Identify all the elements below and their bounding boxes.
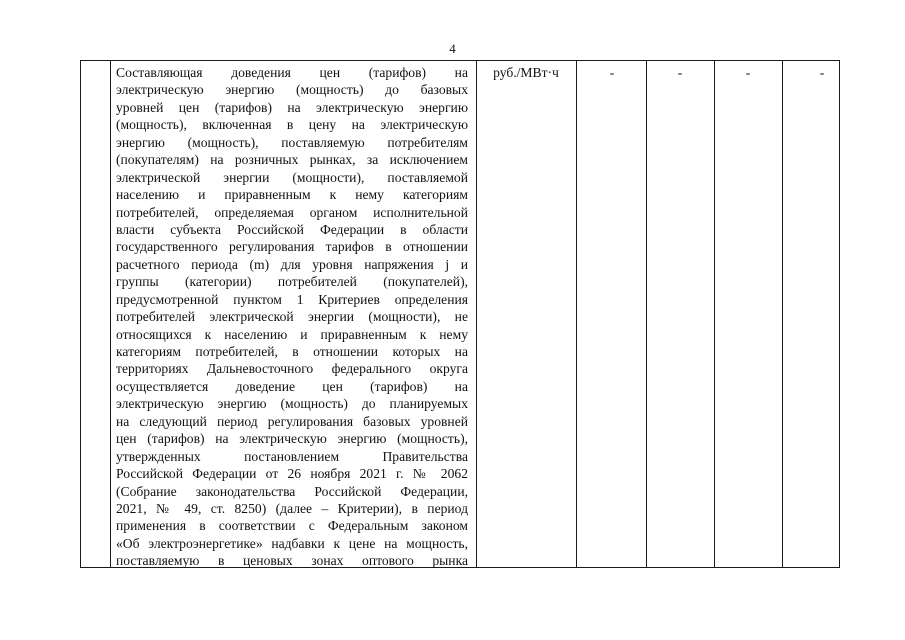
value-cell: - — [819, 65, 825, 80]
description-line: уровней цен (тарифов) на электрическую энергию — [116, 99, 468, 115]
table-col-line — [476, 60, 477, 568]
unit-cell: руб./МВт·ч — [493, 65, 559, 80]
description-line: потребителей электрической энергии (мощности), не — [116, 309, 468, 325]
description-line: предусмотренной пунктом 1 Критериев определения — [116, 291, 468, 307]
description-line: территориях Дальневосточного федерального округа — [116, 361, 468, 377]
table-col-line — [110, 60, 111, 568]
table-col-line — [782, 60, 783, 568]
value-cell: - — [677, 65, 683, 80]
description-line: категориям потребителей, в отношении которых на — [116, 344, 468, 359]
description-line: расчетного периода (m) для уровня напряжения j и — [116, 256, 468, 272]
description-line: на следующий период регулирования базовых уровней — [116, 413, 468, 429]
table-col-line — [839, 60, 840, 568]
table-col-line — [80, 60, 81, 568]
description-line: электрической энергии (мощности), поставляемой — [116, 169, 468, 185]
value-cell: - — [745, 65, 751, 80]
table-col-line — [646, 60, 647, 568]
description-line: населению и приравненным к нему категориям — [116, 187, 468, 203]
description-line: (покупателям) на розничных рынках, за исключением — [116, 152, 468, 168]
description-line: применения в соответствии с Федеральным законом — [116, 518, 468, 534]
description-line: (Собрание законодательства Российской Федерации, — [116, 483, 468, 499]
table-top-border — [80, 60, 840, 61]
description-line: государственного регулирования тарифов в отношении — [116, 239, 468, 255]
description-line: Составляющая доведения цен (тарифов) на — [116, 65, 468, 80]
value-cell: - — [609, 65, 615, 80]
description-line: энергию (мощность), поставляемую потребителям — [116, 134, 468, 150]
description-line: потребителей, определяемая органом исполнительной — [116, 204, 468, 220]
table-col-line — [714, 60, 715, 568]
table-col-line — [576, 60, 577, 568]
description-line: утвержденных постановлением Правительства — [116, 448, 468, 464]
description-line: (мощность), включенная в цену на электрическую — [116, 117, 468, 133]
description-line: электрическую энергию (мощность) до планируемых — [116, 396, 468, 412]
description-line: власти субъекта Российской Федерации в области — [116, 221, 468, 237]
description-line: цен (тарифов) на электрическую энергию (мощность), — [116, 431, 468, 447]
description-line: поставляемую в ценовых зонах оптового рынка — [116, 553, 468, 569]
row-description — [116, 64, 468, 570]
description-line: осуществляется доведение цен (тарифов) на — [116, 378, 468, 394]
description-line: 2021, № 49, ст. 8250) (далее – Критерии), в период — [116, 500, 468, 516]
description-line: «Об электроэнергетике» надбавки к цене на мощность, — [116, 535, 468, 551]
description-line: электрическую энергию (мощность) до базовых — [116, 82, 468, 98]
page-number: 4 — [449, 41, 456, 56]
description-line: относящихся к населению и приравненным к нему — [116, 326, 468, 342]
description-line: группы (категории) потребителей (покупателей), — [116, 274, 468, 290]
description-line: Российской Федерации от 26 ноября 2021 г. № 2062 — [116, 466, 468, 482]
